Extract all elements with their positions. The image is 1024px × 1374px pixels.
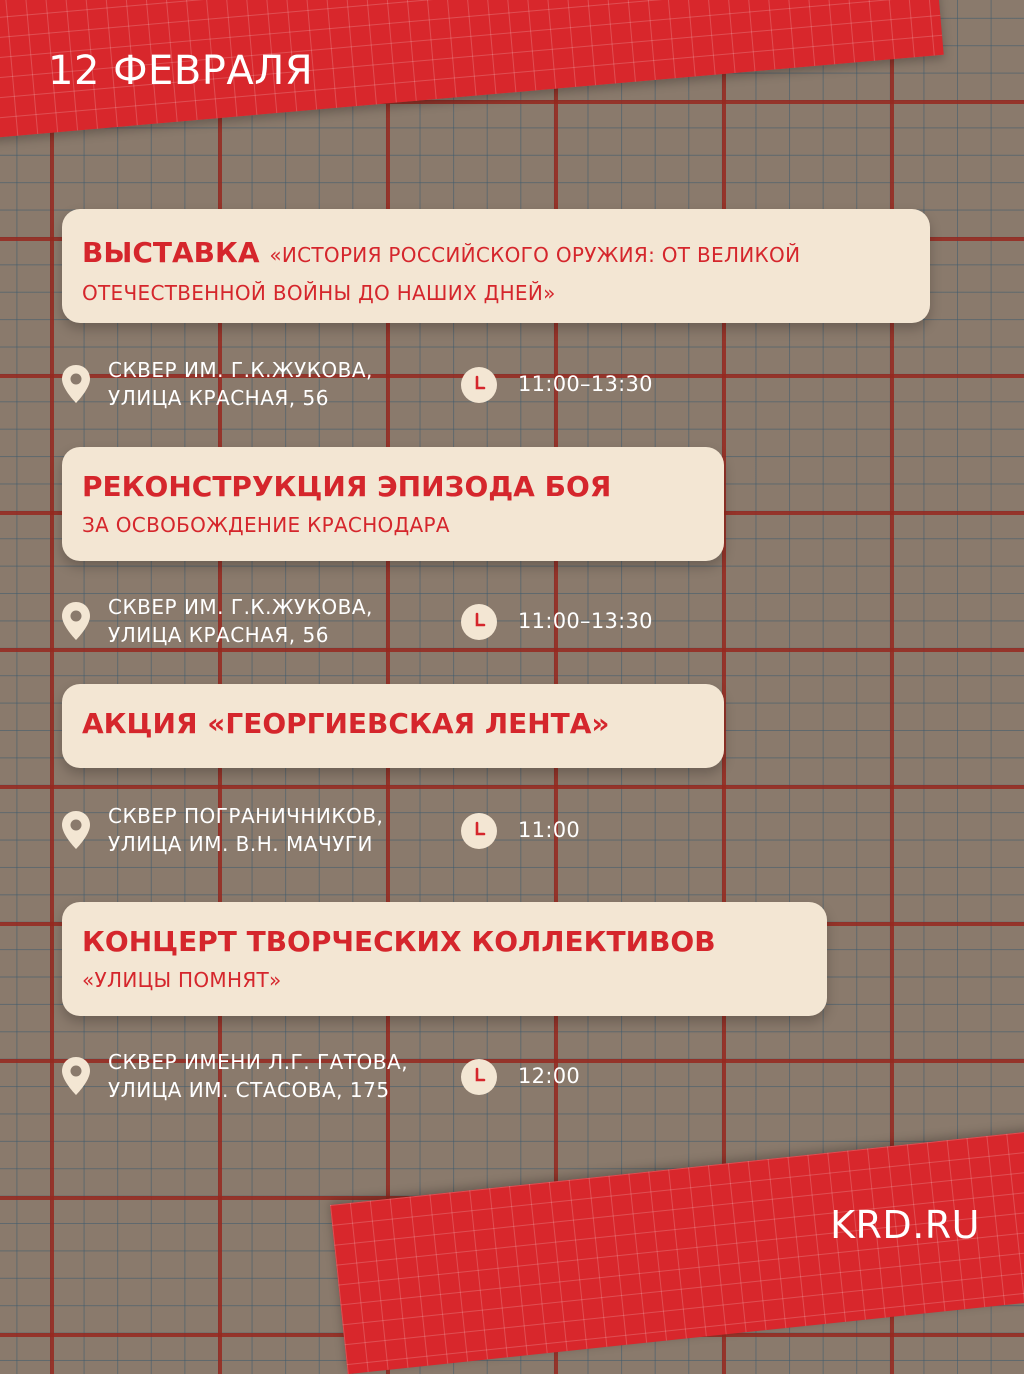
event-info-row xyxy=(0,356,1024,416)
page-title-date: 12 ФЕВРАЛЯ xyxy=(48,48,314,94)
address-line: СКВЕР ИМ. Г.К.ЖУКОВА, xyxy=(108,358,373,382)
address-line: СКВЕР ИМ. Г.К.ЖУКОВА, xyxy=(108,595,373,619)
event-time: 11:00–13:30 xyxy=(518,372,653,396)
event-title: ВЫСТАВКА xyxy=(82,236,260,269)
clock-icon xyxy=(461,367,497,403)
bottom-banner xyxy=(330,1123,1024,1374)
event-address xyxy=(108,593,373,649)
address-line: УЛИЦА ИМ. В.Н. МАЧУГИ xyxy=(108,832,374,856)
clock-icon xyxy=(461,813,497,849)
event-card-exhibition xyxy=(62,209,930,323)
event-time: 11:00–13:30 xyxy=(518,609,653,633)
event-card-reconstruction xyxy=(62,447,724,561)
address-line: УЛИЦА КРАСНАЯ, 56 xyxy=(108,623,329,647)
event-subtitle: ЗА ОСВОБОЖДЕНИЕ КРАСНОДАРА xyxy=(82,513,450,537)
event-info-row xyxy=(0,593,1024,653)
event-subtitle: «УЛИЦЫ ПОМНЯТ» xyxy=(82,968,282,992)
event-info-row xyxy=(0,802,1024,862)
event-title: КОНЦЕРТ ТВОРЧЕСКИХ КОЛЛЕКТИВОВ xyxy=(82,925,716,958)
event-time: 11:00 xyxy=(518,818,581,842)
event-title-line1 xyxy=(82,233,910,275)
event-subtitle-inline: «ИСТОРИЯ РОССИЙСКОГО ОРУЖИЯ: ОТ ВЕЛИКОЙ xyxy=(269,243,801,267)
event-title: АКЦИЯ «ГЕОРГИЕВСКАЯ ЛЕНТА» xyxy=(82,707,610,740)
event-subtitle: ОТЕЧЕСТВЕННОЙ ВОЙНЫ ДО НАШИХ ДНЕЙ» xyxy=(82,281,556,305)
clock-icon xyxy=(461,604,497,640)
event-info-row xyxy=(0,1048,1024,1108)
event-time: 12:00 xyxy=(518,1064,581,1088)
event-address xyxy=(108,1048,408,1104)
event-address xyxy=(108,356,373,412)
address-line: УЛИЦА КРАСНАЯ, 56 xyxy=(108,386,329,410)
address-line: УЛИЦА ИМ. СТАСОВА, 175 xyxy=(108,1078,390,1102)
address-line: СКВЕР ИМЕНИ Л.Г. ГАТОВА, xyxy=(108,1050,409,1074)
clock-icon xyxy=(461,1059,497,1095)
brand-logo-text: KRD.RU xyxy=(830,1203,980,1247)
map-pin-icon xyxy=(61,810,91,850)
event-card-ribbon xyxy=(62,684,724,768)
event-address xyxy=(108,802,383,858)
map-pin-icon xyxy=(61,1056,91,1096)
map-pin-icon xyxy=(61,601,91,641)
address-line: СКВЕР ПОГРАНИЧНИКОВ, xyxy=(108,804,384,828)
event-title: РЕКОНСТРУКЦИЯ ЭПИЗОДА БОЯ xyxy=(82,470,612,503)
map-pin-icon xyxy=(61,364,91,404)
event-card-concert xyxy=(62,902,827,1016)
